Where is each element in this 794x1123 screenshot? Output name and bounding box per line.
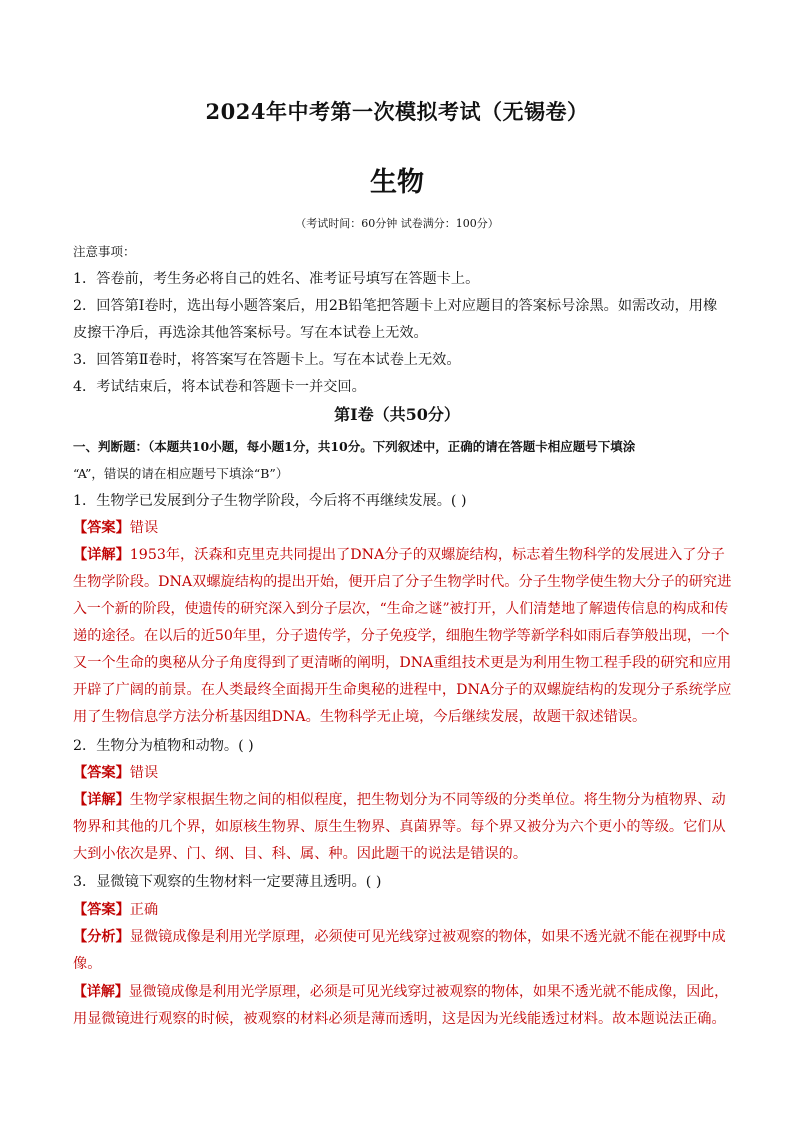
- question-2-detail-text: 生物学家根据生物之间的相似程度，把生物划分为不同等级的分类单位。将生物分为植物界、动: [129, 792, 726, 808]
- section-instruction-line-2: “A”，错误的请在相应题号下填涂“B”）: [73, 466, 289, 481]
- question-3-detail-line-1: [73, 983, 733, 1001]
- question-3-stem: 3．显微镜下观察的生物材料一定要薄且透明。( ): [73, 874, 382, 890]
- note-item-2-line-2: 皮擦干净后，再选涂其他答案标号。写在本试卷上无效。: [73, 325, 428, 341]
- question-3-answer-value: 正确: [129, 902, 159, 918]
- question-2-detail-line-3: 大到小依次是界、门、纲、目、科、属、种。因此题干的说法是错误的。: [73, 846, 528, 862]
- note-item-4: 4．考试结束后，将本试卷和答题卡一并交回。: [73, 379, 366, 395]
- question-1-detail-line-4: 递的途径。在以后的近50年里，分子遗传学，分子免疫学，细胞生物学等新学科如雨后春笋般出现，一个: [73, 628, 730, 644]
- question-3-analysis-line-2: 像。: [73, 956, 102, 972]
- detail-label: 【详解】: [73, 984, 129, 1000]
- question-1-detail-line-2: 生物学阶段。DNA双螺旋结构的提出开始，便开启了分子生物学时代。分子生物学使生物大分子的研究进: [73, 574, 732, 590]
- question-1-detail-line-5: 又一个生命的奥秘从分子角度得到了更清晰的阐明，DNA重组技术更是为利用生物工程手段的研究和应用: [73, 655, 732, 671]
- note-item-2-line-1: 2．回答第Ⅰ卷时，选出每小题答案后，用2B铅笔把答题卡上对应题目的答案标号涂黑。如需改动，用橡: [73, 298, 718, 314]
- question-2-stem: 2．生物分为植物和动物。( ): [73, 738, 254, 754]
- analysis-label: 【分析】: [73, 929, 130, 945]
- question-3-analysis-line-1: [73, 928, 733, 946]
- notes-heading: 注意事项：: [73, 244, 136, 259]
- subject-title: 生物: [370, 167, 424, 198]
- detail-label: 【详解】: [73, 547, 130, 563]
- answer-label: 【答案】: [73, 765, 130, 781]
- note-item-1: 1．答卷前，考生务必将自己的姓名、准考证号填写在答题卡上。: [73, 271, 480, 287]
- question-3-detail-line-2: 用显微镜进行观察的时候，被观察的材料必须是薄而透明，这是因为光线能透过材料。故本题说法正确。: [73, 1011, 726, 1027]
- question-2-detail-line-1: [73, 791, 733, 809]
- answer-label: 【答案】: [73, 520, 130, 536]
- question-1-detail-line-7: 用了生物信息学方法分析基因组DNA。生物科学无止境，今后继续发展，故题干叙述错误。: [73, 709, 647, 725]
- question-2-answer-value: 错误: [129, 765, 159, 781]
- answer-label: 【答案】: [73, 902, 130, 918]
- question-3-answer: [73, 901, 733, 919]
- question-1-stem: 1．生物学已发展到分子生物学阶段，今后将不再继续发展。( ): [73, 493, 467, 509]
- question-1-detail-line-3: 入一个新的阶段，使遗传的研究深入到分子层次，“生命之谜”被打开，人们清楚地了解遗传信息的构成和传: [73, 601, 729, 617]
- question-3-detail-text: 显微镜成像是利用光学原理，必须是可见光线穿过被观察的物体，如果不透光就不能成像，因此，: [128, 984, 729, 1000]
- question-3-analysis-text: 显微镜成像是利用光学原理，必须使可见光线穿过被观察的物体，如果不透光就不能在视野中成: [129, 929, 726, 945]
- question-1-answer: [73, 519, 733, 537]
- question-1-answer-value: 错误: [129, 520, 159, 536]
- question-1-detail-line-1: [73, 546, 733, 564]
- section-heading: 第Ⅰ卷（共50分）: [334, 405, 460, 424]
- question-2-detail-line-2: 物界和其他的几个界，如原核生物界、原生生物界、真菌界等。每个界又被分为六个更小的等级。它们从: [73, 819, 726, 835]
- detail-label: 【详解】: [73, 792, 130, 808]
- exam-info: （考试时间：60分钟 试卷满分：100分）: [295, 217, 499, 230]
- section-instruction-line-1: 一、判断题：（本题共10小题，每小题1分，共10分。下列叙述中，正确的请在答题卡相应题号下填涂: [73, 439, 636, 454]
- note-item-3: 3．回答第Ⅱ卷时，将答案写在答题卡上。写在本试卷上无效。: [73, 352, 461, 368]
- exam-title: 2024年中考第一次模拟考试（无锡卷）: [205, 99, 589, 124]
- question-1-detail-line-6: 开辟了广阔的前景。在人类最终全面揭开生命奥秘的进程中，DNA分子的双螺旋结构的发现分子系统学应: [73, 682, 732, 698]
- question-1-detail-text: 1953年，沃森和克里克共同提出了DNA分子的双螺旋结构，标志着生物科学的发展进入了分子: [129, 547, 725, 563]
- question-2-answer: [73, 764, 733, 782]
